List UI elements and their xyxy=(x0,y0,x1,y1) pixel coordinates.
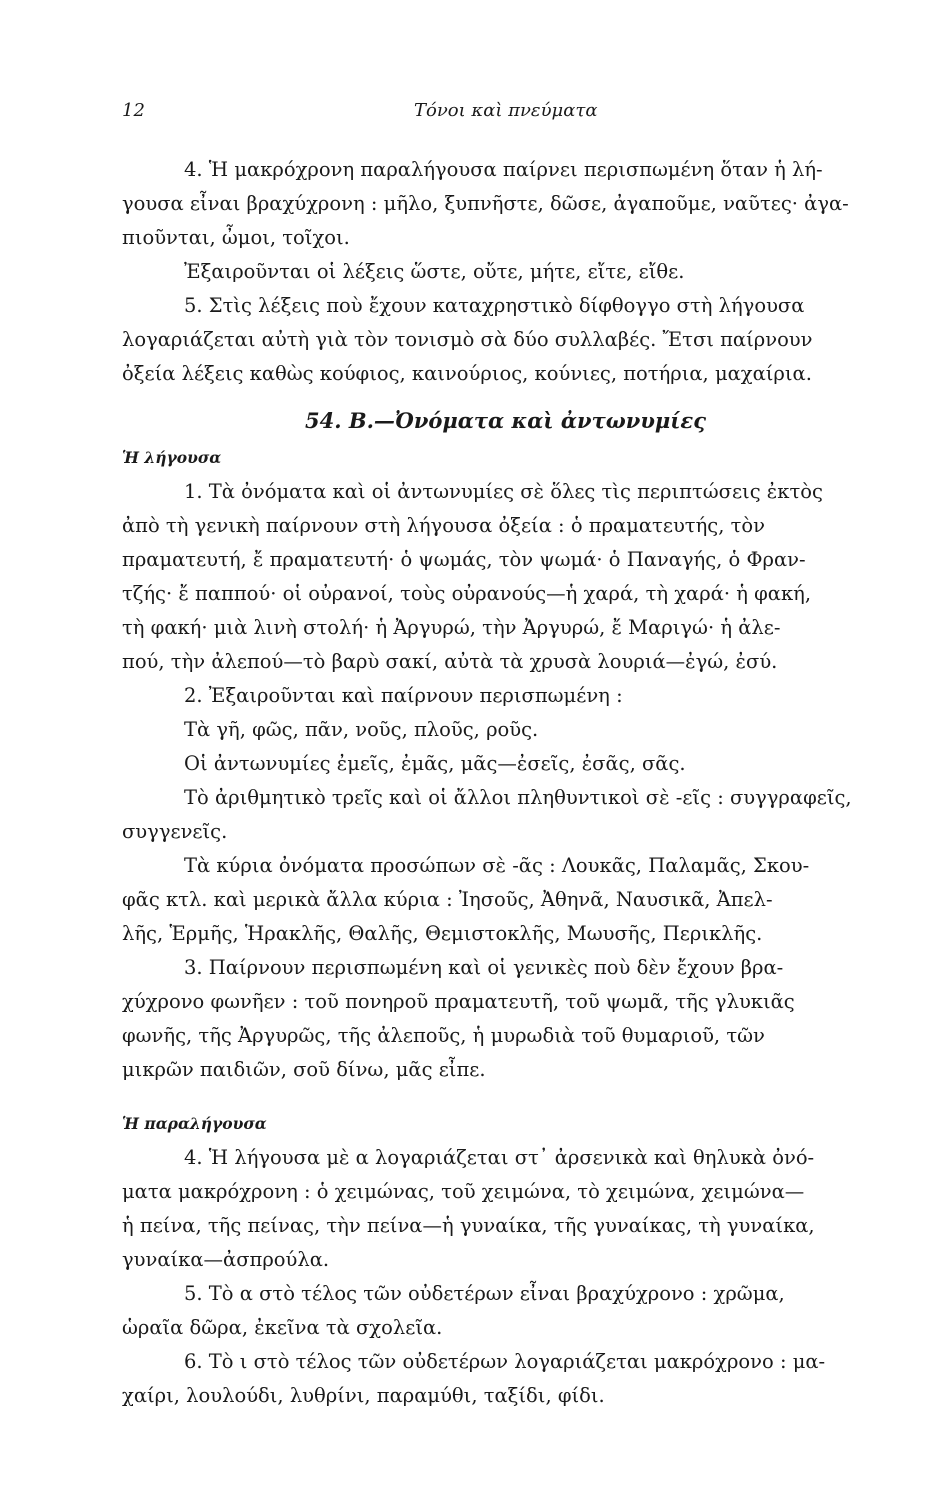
section-heading: 54. Β.—Ὀνόματα καὶ ἀντωνυμίες xyxy=(305,408,706,433)
text-line: ἡ πείνα, τῆς πείνας, τὴν πείνα—ἡ γυναίκα, τῆς γυναίκας, τὴ γυναίκα, xyxy=(122,1214,815,1237)
text-line: χύχρονο φωνῆεν : τοῦ πονηροῦ πραματευτῆ, τοῦ ψωμᾶ, τῆς γλυκιᾶς xyxy=(122,990,795,1013)
text-line: 6. Τὸ ι στὸ τέλος τῶν οὐδετέρων λογαριάζεται μακρόχρονο : μα- xyxy=(184,1350,826,1373)
text-line: τζής· ἔ παππού· οἱ οὐρανοί, τοὺς οὐρανούς—ἡ χαρά, τὴ χαρά· ἡ φακή, xyxy=(122,582,812,605)
text-line: 4. Ἡ λήγουσα μὲ α λογαριάζεται στ᾿ ἀρσενικὰ καὶ θηλυκὰ ὀνό- xyxy=(184,1146,815,1169)
text-line: 3. Παίρνουν περισπωμένη καὶ οἱ γενικὲς ποὺ δὲν ἔχουν βρα- xyxy=(184,956,784,979)
text-line: Ἐξαιροῦνται οἱ λέξεις ὥστε, οὔτε, μήτε, εἴτε, εἴθε. xyxy=(184,260,685,283)
text-line: λογαριάζεται αὐτὴ γιὰ τὸν τονισμὸ σὰ δύο συλλαβές. Ἔτσι παίρνουν xyxy=(122,328,813,351)
text-line: 1. Τὰ ὀνόματα καὶ οἱ ἀντωνυμίες σὲ ὅλες τὶς περιπτώσεις ἐκτὸς xyxy=(184,480,823,503)
page-number: 12 xyxy=(122,100,145,121)
subheading: Ἡ παραλήγουσα xyxy=(122,1114,267,1133)
text-line: φᾶς κτλ. καὶ μερικὰ ἄλλα κύρια : Ἰησοῦς, Ἀθηνᾶ, Ναυσικᾶ, Ἀπελ- xyxy=(122,888,773,911)
text-line: 4. Ἡ μακρόχρονη παραλήγουσα παίρνει περισπωμένη ὅταν ἡ λή- xyxy=(184,158,823,181)
text-line: μικρῶν παιδιῶν, σοῦ δίνω, μᾶς εἶπε. xyxy=(122,1058,486,1081)
book-page xyxy=(122,0,890,1500)
text-line: χαίρι, λουλούδι, λυθρίνι, παραμύθι, ταξίδι, φίδι. xyxy=(122,1384,605,1407)
text-line: πραματευτή, ἔ πραματευτή· ὁ ψωμάς, τὸν ψωμά· ὁ Παναγής, ὁ Φραν- xyxy=(122,548,806,571)
running-title: Τόνοι καὶ πνεύματα xyxy=(414,100,598,121)
text-line: Τὸ ἀριθμητικὸ τρεῖς καὶ οἱ ἄλλοι πληθυντικοὶ σὲ -εῖς : συγγραφεῖς, xyxy=(184,786,852,809)
text-line: 2. Ἐξαιροῦνται καὶ παίρνουν περισπωμένη : xyxy=(184,684,623,707)
text-line: πιοῦνται, ὦμοι, τοῖχοι. xyxy=(122,226,350,249)
text-line: λῆς, Ἑρμῆς, Ἡρακλῆς, Θαλῆς, Θεμιστοκλῆς, Μωυσῆς, Περικλῆς. xyxy=(122,922,763,945)
text-line: ἀπὸ τὴ γενικὴ παίρνουν στὴ λήγουσα ὀξεία : ὁ πραματευτής, τὸν xyxy=(122,514,765,537)
text-line: τὴ φακή· μιὰ λινὴ στολή· ἡ Ἀργυρώ, τὴν Ἀργυρώ, ἔ Μαριγώ· ἡ ἀλε- xyxy=(122,616,781,639)
page-body xyxy=(122,153,890,1413)
text-line: φωνῆς, τῆς Ἀργυρῶς, τῆς ἀλεποῦς, ἡ μυρωδιὰ τοῦ θυμαριοῦ, τῶν xyxy=(122,1024,765,1047)
text-line: ὀξεία λέξεις καθὼς κούφιος, καινούριος, κούνιες, ποτήρια, μαχαίρια. xyxy=(122,362,812,385)
text-line: 5. Στὶς λέξεις ποὺ ἔχουν καταχρηστικὸ δίφθογγο στὴ λήγουσα xyxy=(184,294,805,317)
text-line: Τὰ κύρια ὀνόματα προσώπων σὲ -ᾶς : Λουκᾶς, Παλαμᾶς, Σκου- xyxy=(184,854,810,877)
text-line: πού, τὴν ἀλεπού—τὸ βαρὺ σακί, αὐτὰ τὰ χρυσὰ λουριά—ἐγώ, ἐσύ. xyxy=(122,650,778,673)
text-line: Οἱ ἀντωνυμίες ἐμεῖς, ἐμᾶς, μᾶς—ἐσεῖς, ἐσᾶς, σᾶς. xyxy=(184,752,686,775)
text-line: συγγενεῖς. xyxy=(122,820,228,843)
text-line: Τὰ γῆ, φῶς, πᾶν, νοῦς, πλοῦς, ροῦς. xyxy=(184,718,539,741)
subheading: Ἡ λήγουσα xyxy=(122,448,222,467)
text-line: γυναίκα—ἀσπρούλα. xyxy=(122,1248,330,1271)
text-line: γουσα εἶναι βραχύχρονη : μῆλο, ξυπνῆστε, δῶσε, ἀγαποῦμε, ναῦτες· ἀγα- xyxy=(122,192,849,215)
text-line: ματα μακρόχρονη : ὁ χειμώνας, τοῦ χειμώνα, τὸ χειμώνα, χειμώνα— xyxy=(122,1180,805,1203)
text-line: ὡραῖα δῶρα, ἐκεῖνα τὰ σχολεῖα. xyxy=(122,1316,443,1339)
text-line: 5. Τὸ α στὸ τέλος τῶν οὐδετέρων εἶναι βραχύχρονο : χρῶμα, xyxy=(184,1282,785,1305)
page-header xyxy=(122,100,890,130)
